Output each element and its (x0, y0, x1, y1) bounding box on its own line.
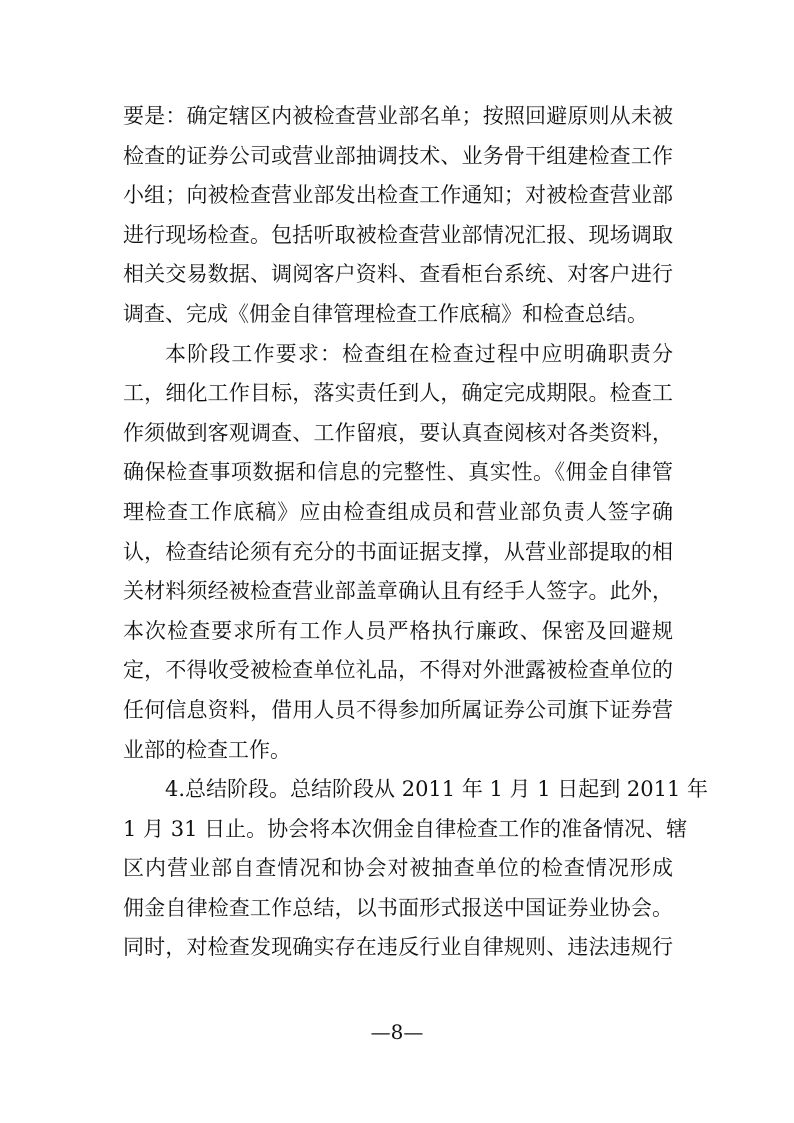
text-line: 佣金自律检查工作总结，以书面形式报送中国证券业协会。 (123, 895, 673, 920)
text-line: 本阶段工作要求：检查组在检查过程中应明确职责分 (165, 341, 673, 366)
text-line: 本次检查要求所有工作人员严格执行廉政、保密及回避规 (123, 618, 673, 643)
body-text (123, 97, 709, 968)
text-line: 定，不得收受被检查单位礼品，不得对外泄露被检查单位的 (123, 658, 673, 683)
text-line: 4.总结阶段。总结阶段从 2011 年 1 月 1 日起到 2011 年 (165, 777, 709, 802)
text-line: 调查、完成《佣金自律管理检查工作底稿》和检查总结。 (123, 301, 648, 326)
text-line: 工，细化工作目标，落实责任到人，确定完成期限。检查工 (123, 381, 673, 406)
text-line: 区内营业部自查情况和协会对被抽查单位的检查情况形成 (123, 856, 673, 881)
text-line: 检查的证券公司或营业部抽调技术、业务骨干组建检查工作 (123, 143, 673, 168)
text-line: 1 月 31 日止。协会将本次佣金自律检查工作的准备情况、辖 (123, 816, 688, 841)
page-number: —8— (370, 1020, 424, 1044)
text-line: 认，检查结论须有充分的书面证据支撑，从营业部提取的相 (123, 539, 673, 564)
text-line: 同时，对检查发现确实存在违反行业自律规则、违法违规行 (123, 935, 673, 960)
text-line: 关材料须经被检查营业部盖章确认且有经手人签字。此外， (123, 579, 673, 604)
paragraph-1 (123, 97, 673, 335)
text-line: 相关交易数据、调阅客户资料、查看柜台系统、对客户进行 (123, 262, 673, 287)
paragraph-3 (123, 770, 709, 968)
text-line: 理检查工作底稿》应由检查组成员和营业部负责人签字确 (123, 499, 673, 524)
paragraph-2 (123, 335, 673, 771)
text-line: 小组；向被检查营业部发出检查工作通知；对被检查营业部 (123, 183, 673, 208)
text-line: 作须做到客观调查、工作留痕，要认真查阅核对各类资料， (123, 420, 673, 445)
text-line: 任何信息资料，借用人员不得参加所属证券公司旗下证券营 (123, 697, 673, 722)
text-line: 要是：确定辖区内被检查营业部名单；按照回避原则从未被 (123, 104, 673, 128)
text-line: 确保检查事项数据和信息的完整性、真实性。《佣金自律管 (123, 460, 673, 485)
text-line: 进行现场检查。包括听取被检查营业部情况汇报、现场调取 (123, 222, 673, 247)
text-line: 业部的检查工作。 (123, 737, 291, 762)
